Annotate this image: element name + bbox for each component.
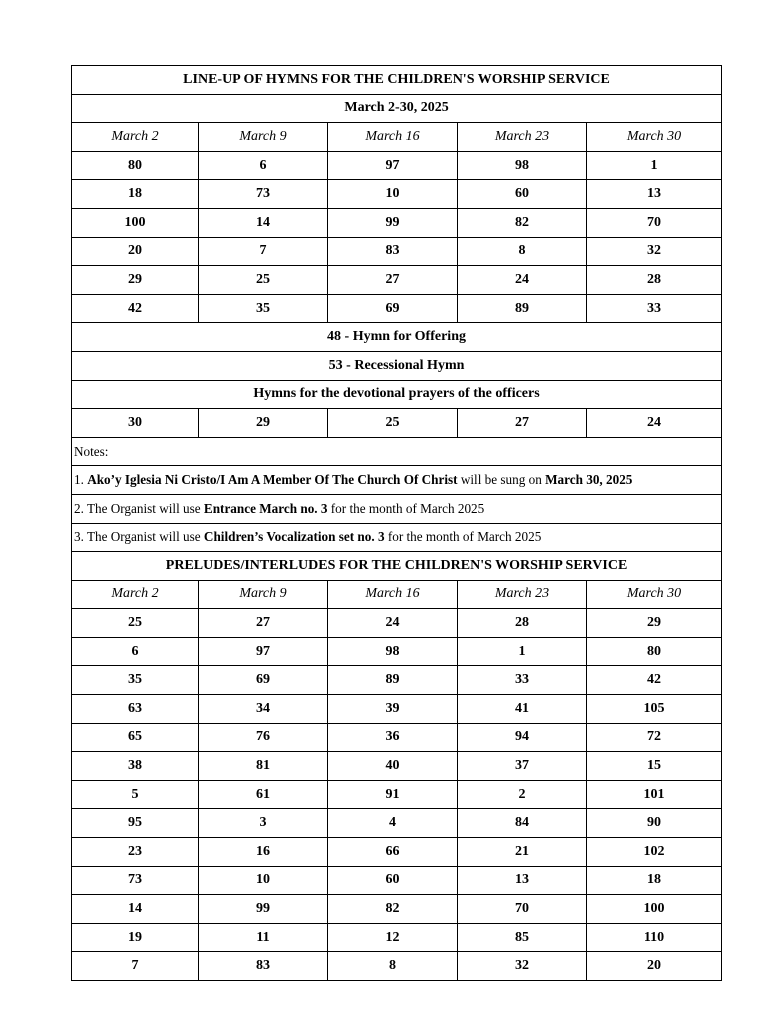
table-row (72, 952, 722, 981)
table-cell: 101 (587, 780, 722, 809)
table-row (72, 208, 722, 237)
column-header: March 23 (458, 580, 587, 609)
table-cell: 60 (328, 866, 458, 895)
table-cell: 90 (587, 809, 722, 838)
table-cell: 8 (458, 237, 587, 266)
table-cell: 2 (458, 780, 587, 809)
table-cell: 24 (587, 409, 722, 438)
table-cell: 14 (72, 895, 199, 924)
table-cell: 29 (72, 266, 199, 295)
column-header: March 9 (199, 123, 328, 152)
table-cell: 6 (199, 151, 328, 180)
table-cell: 1 (587, 151, 722, 180)
table-cell: 83 (328, 237, 458, 266)
table-cell: 20 (72, 237, 199, 266)
table-cell: 35 (72, 666, 199, 695)
note-2 (72, 494, 722, 523)
table-cell: 8 (328, 952, 458, 981)
table-cell: 35 (199, 294, 328, 323)
column-header: March 30 (587, 580, 722, 609)
table-cell: 105 (587, 695, 722, 724)
note-3-bold: Children’s Vocalization set no. 3 (203, 529, 385, 545)
note-1-song-title: Ako’y Iglesia Ni Cristo/I Am A Member Of The Church Of Christ (87, 472, 458, 488)
table-cell: 18 (587, 866, 722, 895)
notes-label: Notes: (72, 437, 722, 466)
column-header: March 9 (199, 580, 328, 609)
preludes-title-row (72, 552, 722, 581)
hymns-header-row (72, 123, 722, 152)
column-header: March 16 (328, 123, 458, 152)
table-cell: 89 (458, 294, 587, 323)
table-row (72, 237, 722, 266)
table-cell: 100 (72, 208, 199, 237)
column-header: March 16 (328, 580, 458, 609)
table-cell: 41 (458, 695, 587, 724)
recessional-row (72, 351, 722, 380)
table-row (72, 180, 722, 209)
table-cell: 60 (458, 180, 587, 209)
table-cell: 34 (199, 695, 328, 724)
devotional-title: Hymns for the devotional prayers of the officers (72, 380, 722, 409)
preludes-header-row (72, 580, 722, 609)
table-cell: 10 (199, 866, 328, 895)
table-cell: 82 (458, 208, 587, 237)
table-cell: 25 (328, 409, 458, 438)
table-cell: 32 (587, 237, 722, 266)
table-cell: 40 (328, 752, 458, 781)
table-row (72, 637, 722, 666)
table-cell: 27 (328, 266, 458, 295)
note-1 (72, 466, 722, 495)
table-cell: 28 (458, 609, 587, 638)
table-cell: 37 (458, 752, 587, 781)
offering-hymn: 48 - Hymn for Offering (72, 323, 722, 352)
table-cell: 70 (587, 208, 722, 237)
table-cell: 110 (587, 923, 722, 952)
table-cell: 82 (328, 895, 458, 924)
table-cell: 61 (199, 780, 328, 809)
table-row (72, 294, 722, 323)
table-cell: 80 (587, 637, 722, 666)
table-row (72, 695, 722, 724)
recessional-hymn: 53 - Recessional Hymn (72, 351, 722, 380)
table-row (72, 151, 722, 180)
table-cell: 94 (458, 723, 587, 752)
table-row (72, 809, 722, 838)
table-row (72, 266, 722, 295)
table-cell: 97 (199, 637, 328, 666)
table-cell: 69 (328, 294, 458, 323)
date-range: March 2-30, 2025 (72, 94, 722, 123)
table-cell: 91 (328, 780, 458, 809)
table-cell: 66 (328, 838, 458, 867)
table-cell: 28 (587, 266, 722, 295)
table-cell: 32 (458, 952, 587, 981)
table-row (72, 895, 722, 924)
table-cell: 33 (587, 294, 722, 323)
table-cell: 10 (328, 180, 458, 209)
table-cell: 63 (72, 695, 199, 724)
note-3-row (72, 523, 722, 552)
table-cell: 11 (199, 923, 328, 952)
table-row (72, 752, 722, 781)
table-cell: 38 (72, 752, 199, 781)
table-row (72, 838, 722, 867)
table-cell: 98 (458, 151, 587, 180)
table-cell: 85 (458, 923, 587, 952)
table-cell: 6 (72, 637, 199, 666)
table-row (72, 866, 722, 895)
table-cell: 73 (199, 180, 328, 209)
table-cell: 24 (458, 266, 587, 295)
table-cell: 15 (587, 752, 722, 781)
hymns-title-row (72, 66, 722, 95)
table-cell: 98 (328, 637, 458, 666)
table-cell: 23 (72, 838, 199, 867)
table-cell: 7 (72, 952, 199, 981)
table-cell: 76 (199, 723, 328, 752)
worship-service-sheet (71, 65, 722, 981)
note-2-bold: Entrance March no. 3 (203, 500, 328, 516)
table-cell: 27 (199, 609, 328, 638)
table-cell: 36 (328, 723, 458, 752)
table-cell: 7 (199, 237, 328, 266)
column-header: March 2 (72, 123, 199, 152)
column-header: March 30 (587, 123, 722, 152)
table-cell: 29 (199, 409, 328, 438)
table-row (72, 923, 722, 952)
table-cell: 99 (199, 895, 328, 924)
table-cell: 42 (72, 294, 199, 323)
table-cell: 33 (458, 666, 587, 695)
table-cell: 65 (72, 723, 199, 752)
table-cell: 81 (199, 752, 328, 781)
table-cell: 4 (328, 809, 458, 838)
devotional-title-row (72, 380, 722, 409)
note-1-prefix: 1. (74, 472, 88, 488)
table-cell: 30 (72, 409, 199, 438)
table-cell: 27 (458, 409, 587, 438)
table-cell: 16 (199, 838, 328, 867)
table-cell: 84 (458, 809, 587, 838)
table-cell: 83 (199, 952, 328, 981)
table-cell: 14 (199, 208, 328, 237)
table-cell: 72 (587, 723, 722, 752)
note-1-middle: will be sung on (457, 472, 546, 488)
table-cell: 95 (72, 809, 199, 838)
table-cell: 25 (72, 609, 199, 638)
table-cell: 39 (328, 695, 458, 724)
table-cell: 24 (328, 609, 458, 638)
table-cell: 5 (72, 780, 199, 809)
note-1-date: March 30, 2025 (545, 472, 633, 488)
note-3-suffix: for the month of March 2025 (384, 529, 542, 545)
table-cell: 69 (199, 666, 328, 695)
table-cell: 1 (458, 637, 587, 666)
table-cell: 20 (587, 952, 722, 981)
table-cell: 89 (328, 666, 458, 695)
table-cell: 25 (199, 266, 328, 295)
table-cell: 12 (328, 923, 458, 952)
devotional-row (72, 409, 722, 438)
preludes-title: PRELUDES/INTERLUDES FOR THE CHILDREN'S WORSHIP SERVICE (72, 552, 722, 581)
offering-row (72, 323, 722, 352)
table-cell: 97 (328, 151, 458, 180)
notes-label-row (72, 437, 722, 466)
table-row (72, 780, 722, 809)
table-cell: 100 (587, 895, 722, 924)
hymns-title: LINE-UP OF HYMNS FOR THE CHILDREN'S WORSHIP SERVICE (72, 66, 722, 95)
table-row (72, 723, 722, 752)
note-3 (72, 523, 722, 552)
table-cell: 13 (587, 180, 722, 209)
note-3-prefix: 3. The Organist will use (74, 529, 204, 545)
date-range-row (72, 94, 722, 123)
table-cell: 21 (458, 838, 587, 867)
table-row (72, 609, 722, 638)
table-cell: 70 (458, 895, 587, 924)
table-cell: 29 (587, 609, 722, 638)
table-cell: 102 (587, 838, 722, 867)
sheet-body (72, 66, 722, 981)
table-cell: 13 (458, 866, 587, 895)
table-row (72, 666, 722, 695)
note-1-row (72, 466, 722, 495)
note-2-prefix: 2. The Organist will use (74, 500, 204, 516)
table-cell: 73 (72, 866, 199, 895)
table-cell: 80 (72, 151, 199, 180)
table-cell: 3 (199, 809, 328, 838)
table-cell: 99 (328, 208, 458, 237)
table-cell: 42 (587, 666, 722, 695)
note-2-suffix: for the month of March 2025 (327, 500, 485, 516)
column-header: March 2 (72, 580, 199, 609)
column-header: March 23 (458, 123, 587, 152)
note-2-row (72, 494, 722, 523)
table-cell: 19 (72, 923, 199, 952)
table-cell: 18 (72, 180, 199, 209)
